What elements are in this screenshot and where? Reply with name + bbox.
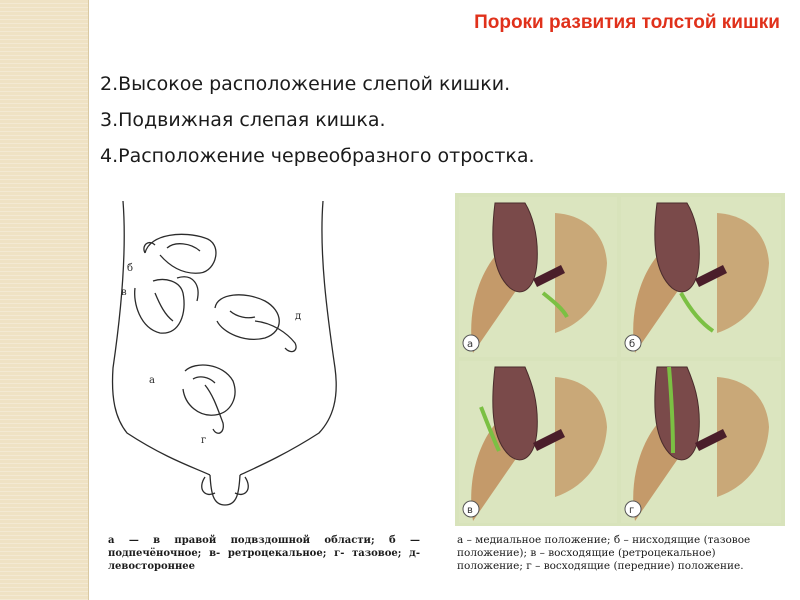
label-v: в (121, 287, 127, 298)
right-figure-caption: а – медиальное положение; б – нисходящие (тазовое положение); в – восходящие (ретроцекальное) положение; г – восходящие (передние) положение. (457, 534, 751, 572)
appendix-positions-figure (455, 193, 785, 526)
list-item: 2.Высокое расположение слепой кишки. (100, 73, 511, 95)
label-a: а (149, 375, 155, 386)
panel-label-b: б (629, 339, 636, 350)
panel-label-a: а (467, 339, 474, 350)
side-divider (88, 0, 89, 600)
abdomen-diagram (105, 193, 435, 528)
side-decor-band (0, 0, 88, 600)
list-item: 3.Подвижная слепая кишка. (100, 109, 386, 131)
left-figure-caption: а — в правой подвздошной области; б — подпечёночное; в- ретроцекальное; г- тазовое; д-левостороннее (108, 535, 420, 572)
list-item: 4.Расположение червеобразного отростка. (100, 145, 535, 167)
panel-label-g: г (629, 505, 635, 516)
label-g: г (201, 435, 207, 446)
panel-label-v: в (467, 505, 473, 516)
page-title: Пороки развития толстой кишки (474, 12, 780, 33)
defect-list (100, 66, 535, 174)
label-b: б (127, 263, 134, 274)
label-d: д (295, 311, 302, 322)
